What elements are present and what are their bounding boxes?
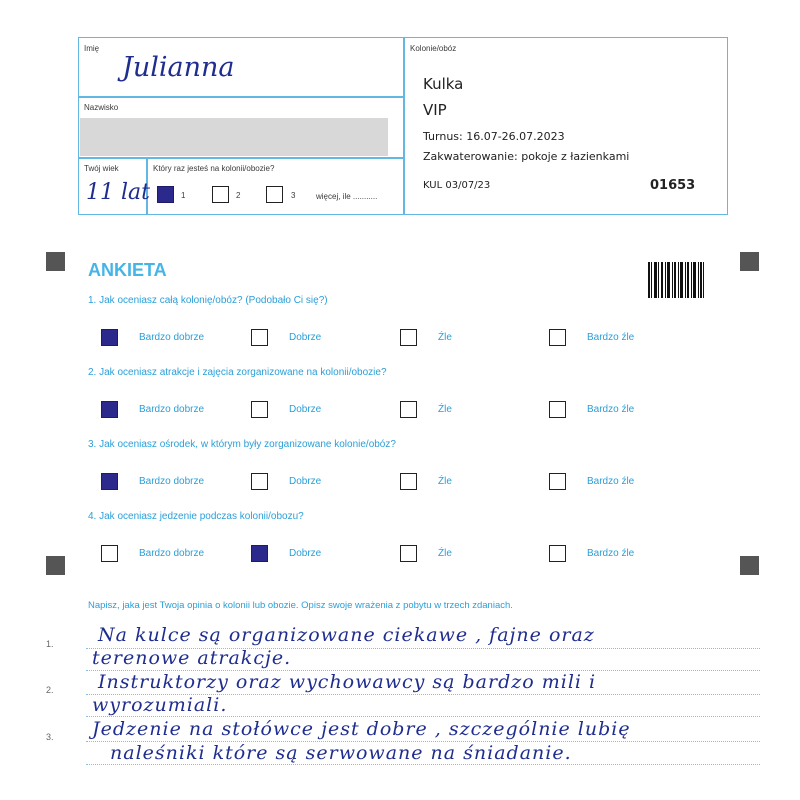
age-label: Twój wiek <box>84 164 119 173</box>
registration-mark-top-right <box>740 252 759 271</box>
question-4-option-3: Źle <box>438 548 452 559</box>
question-2: 2. Jak oceniasz atrakcje i zajęcia zorganizowane na kolonii/obozie? <box>88 367 387 378</box>
question-1-checkbox-1[interactable] <box>101 329 118 346</box>
question-1-option-3: Źle <box>438 332 452 343</box>
question-2-checkbox-1[interactable] <box>101 401 118 418</box>
question-3-checkbox-3[interactable] <box>400 473 417 490</box>
visit-count-option-1: 1 <box>181 191 186 200</box>
question-2-option-3: Źle <box>438 404 452 415</box>
question-2-option-2: Dobrze <box>289 404 322 415</box>
handwriting-line-3[interactable]: Instruktorzy oraz wychowawcy są bardzo mili i <box>98 671 597 693</box>
handwriting-line-4[interactable]: wyrozumiali. <box>92 694 228 716</box>
camp-name: Kulka <box>423 75 464 93</box>
question-1-checkbox-3[interactable] <box>400 329 417 346</box>
surname-divider <box>78 157 403 159</box>
question-1-option-2: Dobrze <box>289 332 322 343</box>
visit-count-checkbox-2[interactable] <box>212 186 229 203</box>
question-3-option-3: Źle <box>438 476 452 487</box>
surname-redaction <box>80 118 388 156</box>
first-name-value[interactable]: Julianna <box>122 52 235 83</box>
visit-count-label: Który raz jesteś na kolonii/obozie? <box>153 164 275 173</box>
survey-title: ANKIETA <box>88 260 167 280</box>
registration-mark-top-left <box>46 252 65 271</box>
line-number-3: 3. <box>46 732 54 742</box>
age-value[interactable]: 11 lat <box>86 180 150 205</box>
barcode <box>648 262 704 298</box>
question-2-checkbox-3[interactable] <box>400 401 417 418</box>
visit-count-option-more: więcej, ile ........... <box>316 192 378 201</box>
question-4-option-2: Dobrze <box>289 548 322 559</box>
question-3-option-1: Bardzo dobrze <box>139 476 205 487</box>
question-1-option-1: Bardzo dobrze <box>139 332 205 343</box>
writing-line <box>86 764 760 765</box>
line-number-1: 1. <box>46 639 54 649</box>
question-1: 1. Jak oceniasz całą kolonię/obóz? (Podobało Ci się?) <box>88 295 328 306</box>
visit-count-checkbox-3[interactable] <box>266 186 283 203</box>
question-1-checkbox-2[interactable] <box>251 329 268 346</box>
question-2-checkbox-2[interactable] <box>251 401 268 418</box>
camp-tier: VIP <box>423 101 447 119</box>
visit-count-checkbox-1[interactable] <box>157 186 174 203</box>
question-1-checkbox-4[interactable] <box>549 329 566 346</box>
form-number: 01653 <box>650 178 696 193</box>
question-4-option-4: Bardzo źle <box>587 548 635 559</box>
camp-label: Kolonie/obóz <box>410 44 457 53</box>
question-2-checkbox-4[interactable] <box>549 401 566 418</box>
opinion-prompt: Napisz, jaka jest Twoja opinia o kolonii lub obozie. Opisz swoje wrażenia z pobytu w trzech zdaniach. <box>88 600 513 611</box>
question-4-checkbox-3[interactable] <box>400 545 417 562</box>
question-3-option-4: Bardzo źle <box>587 476 635 487</box>
name-divider <box>78 96 403 98</box>
question-3-checkbox-2[interactable] <box>251 473 268 490</box>
line-number-2: 2. <box>46 685 54 695</box>
handwriting-line-2[interactable]: terenowe atrakcje. <box>92 647 292 669</box>
header-divider <box>403 37 405 215</box>
question-2-option-4: Bardzo źle <box>587 404 635 415</box>
question-1-option-4: Bardzo źle <box>587 332 635 343</box>
visit-count-option-2: 2 <box>236 191 241 200</box>
handwriting-line-1[interactable]: Na kulce są organizowane ciekawe , fajne oraz <box>98 624 595 646</box>
visit-count-option-3: 3 <box>291 191 296 200</box>
accommodation: Zakwaterowanie: pokoje z łazienkami <box>423 150 630 163</box>
camp-code: KUL 03/07/23 <box>423 180 491 191</box>
writing-line <box>86 716 760 717</box>
registration-mark-bottom-right <box>740 556 759 575</box>
question-3-checkbox-1[interactable] <box>101 473 118 490</box>
question-4-option-1: Bardzo dobrze <box>139 548 205 559</box>
question-4-checkbox-4[interactable] <box>549 545 566 562</box>
question-3-checkbox-4[interactable] <box>549 473 566 490</box>
question-3-option-2: Dobrze <box>289 476 322 487</box>
turnus-dates: Turnus: 16.07-26.07.2023 <box>423 130 565 143</box>
question-4: 4. Jak oceniasz jedzenie podczas kolonii/obozu? <box>88 511 304 522</box>
first-name-label: Imię <box>84 44 100 53</box>
handwriting-line-6[interactable]: naleśniki które są serwowane na śniadanie. <box>110 742 572 764</box>
registration-mark-bottom-left <box>46 556 65 575</box>
question-3: 3. Jak oceniasz ośrodek, w którym były zorganizowane kolonie/obóz? <box>88 439 396 450</box>
question-4-checkbox-2[interactable] <box>251 545 268 562</box>
question-4-checkbox-1[interactable] <box>101 545 118 562</box>
handwriting-line-5[interactable]: Jedzenie na stołówce jest dobre , szczególnie lubię <box>92 718 631 740</box>
surname-label: Nazwisko <box>84 103 119 112</box>
question-2-option-1: Bardzo dobrze <box>139 404 205 415</box>
